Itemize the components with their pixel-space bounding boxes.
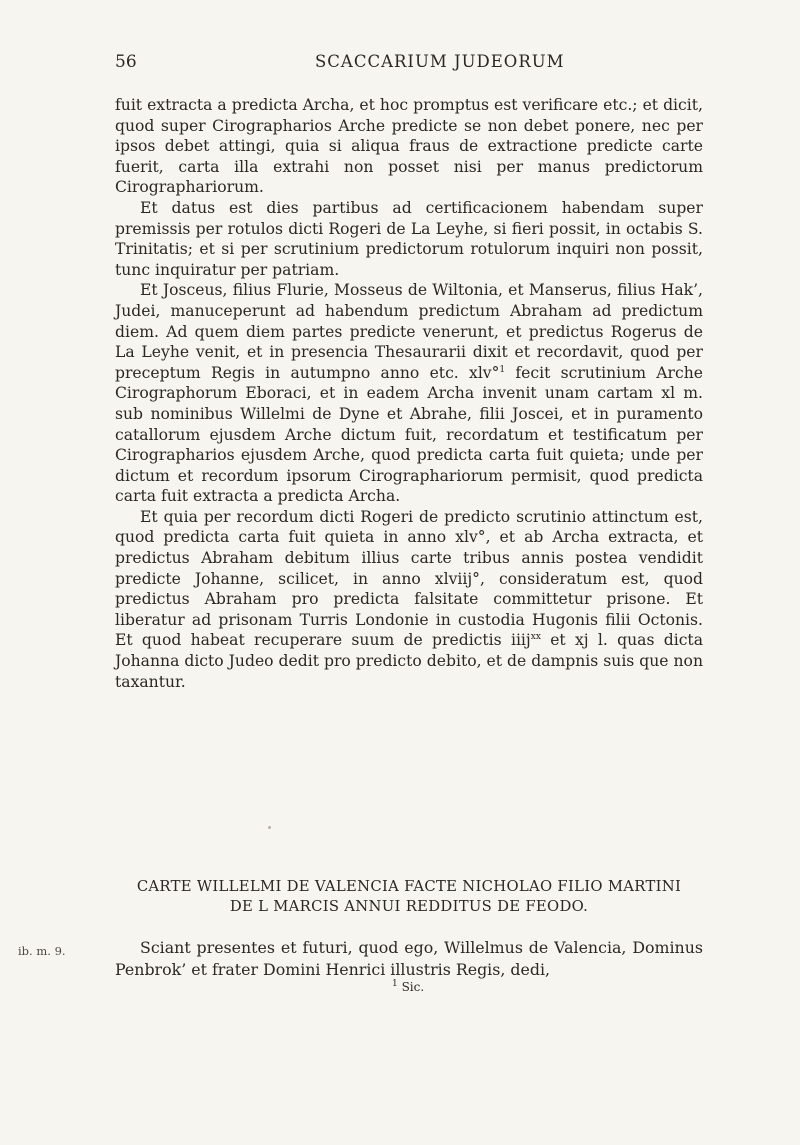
stray-mark <box>268 826 271 829</box>
section-heading-line-1: CARTE WILLELMI DE VALENCIA FACTE NICHOLAO FILIO MARTINI <box>136 878 682 895</box>
charter-paragraph: Sciant presentes et futuri, quod ego, Willelmus de Valencia, Dominus Penbrok’ et frater Domini Henrici illustris Regis, dedi, <box>115 938 703 979</box>
paragraph-3 <box>115 280 703 507</box>
footnote <box>392 980 424 994</box>
paragraph-4 <box>115 507 703 692</box>
footnote-reference: 1 <box>499 364 506 375</box>
section-heading-line-2: DE L MARCIS ANNUI REDDITUS DE FEODO. <box>229 898 589 915</box>
page-number: 56 <box>115 52 137 72</box>
footnote-text: Sic. <box>401 980 425 994</box>
paragraph-4-part-b: et xj l. quas dicta Johanna dicto Judeo dedit pro predicto debito, et de dampnis suis que non taxantur. <box>115 631 703 691</box>
paragraph-3-part-b: fecit scrutinium Arche Cirographorum Eboraci, et in eadem Archa invenit unam cartam xl m. sub nominibus Willelmi de Dyne et Abrahe, filii Joscei, et in puramento catallorum ejusdem Arche dictum fuit, recordatum et testificatum per Cirographarios ejusdem Arche, quod predicta carta fuit quieta; unde per dictum et recordum ipsorum Cirographariorum permisit, quod predicta carta fuit extracta a predicta Archa. <box>115 363 703 506</box>
paragraph-1: fuit extracta a predicta Archa, et hoc promptus est verificare etc.; et dicit, quod super Cirographarios Arche predicte se non debet ponere, nec per ipsos debet attingi, quia si aliqua fraus de extractione predicte carte fuerit, carta illa extrahi non posset nisi per manus predictorum Cirographariorum. <box>115 96 703 197</box>
paragraph-2: Et datus est dies partibus ad certificacionem habendam super premissis per rotulos dicti Rogeri de La Leyhe, si fieri possit, in octabis S. Trinitatis; et si per scrutinium predictorum rotulorum inquiri non possit, tunc inquiratur per patriam. <box>115 198 703 279</box>
superscript-xx: xx <box>530 632 541 643</box>
main-text <box>115 95 703 692</box>
page-header <box>0 52 800 76</box>
charter-text <box>115 937 703 980</box>
footnote-marker: 1 <box>392 979 398 989</box>
paragraph-3-part-a: Et Josceus, filius Flurie, Mosseus de Wiltonia, et Manserus, filius Hak’, Judei, manuceperunt ad habendum predictum Abraham ad predictum diem. Ad quem diem partes predicte venerunt, et predictus Rogerus de La Leyhe venit, et in presencia Thesaurarii dixit et recordavit, quod per preceptum Regis in autumpno anno etc. xlv° <box>115 281 703 382</box>
section-heading <box>115 877 703 917</box>
margin-note: ib. m. 9. <box>18 944 66 958</box>
paragraph-4-part-a: Et quia per recordum dicti Rogeri de predicto scrutinio attinctum est, quod predicta carta fuit quieta in anno xlv°, et ab Archa extracta, et predictus Abraham debitum illius carte tribus annis postea vendidit predicte Johanne, scilicet, in anno xlviij°, consideratum est, quod predictus Abraham pro predicta falsitate committetur prisone. Et liberatur ad prisonam Turris Londonie in custodia Hugonis filii Octonis. Et quod habeat recuperare suum de predictis iiij <box>115 507 703 650</box>
running-head: SCACCARIUM JUDEORUM <box>315 52 565 71</box>
